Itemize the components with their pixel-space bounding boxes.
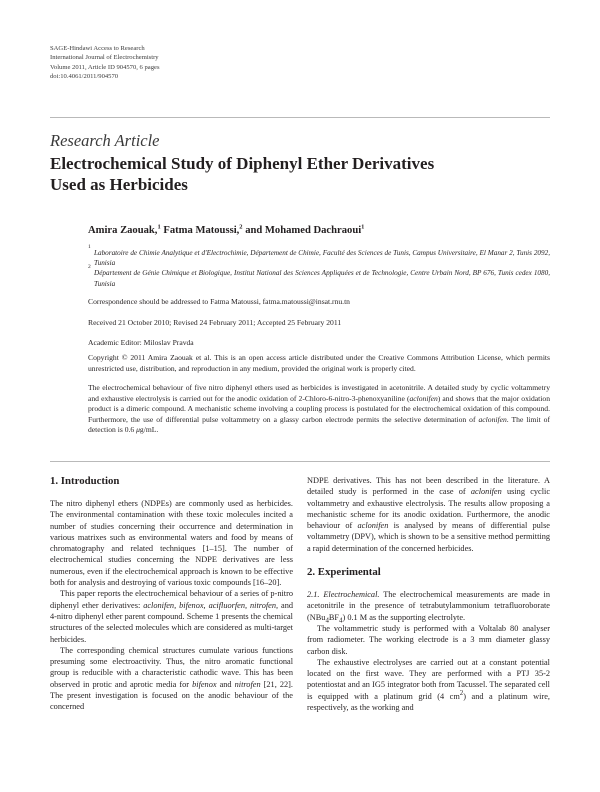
subscript: 4	[325, 617, 329, 625]
abstract-divider	[50, 461, 550, 462]
paragraph-text: The corresponding chemical structures cumulate various functions presuming some electroactivity. Thus, the nitro aromatic functional group is reducible with a characteristic cathodic wave. This has been observed in protic and aprotic media for	[50, 645, 293, 689]
correspondence: Correspondence should be addressed to Fatma Matoussi, fatma.matoussi@insat.rnu.tn	[88, 297, 350, 306]
paragraph-text: is analysed by means of differential pulse voltammetry (DPV), which is shown to be a sensitive method permitting a rapid determination of the concerned herbicides.	[307, 521, 550, 553]
title-line: Electrochemical Study of Diphenyl Ether Derivatives	[50, 154, 435, 173]
compound-name: aclonifen	[409, 393, 438, 403]
abstract	[88, 383, 550, 436]
paragraph-text: and 4-nitro diphenyl ether parent compound. Scheme 1 presents the chemical structures of the selected molecules which are considered as multi-target herbicides.	[50, 600, 294, 644]
section-heading: 1. Introduction	[50, 475, 120, 487]
article-type: Research Article	[50, 131, 160, 150]
received-dates: Received 21 October 2010; Revised 24 February 2011; Accepted 25 February 2011	[88, 318, 342, 327]
paragraph-text: The electrochemical measurements are made in acetonitrile in the presence of tetrabutylammonium tetrafluoroborate (NBu	[307, 590, 551, 622]
journal-doi: doi:10.4061/2011/904570	[50, 72, 119, 80]
author-name: and Mohamed Dachraoui	[245, 225, 362, 236]
paragraph-text: NDPE derivatives. This has not been described in the literature. A detailed study is performed in the case of	[307, 476, 550, 497]
abstract-text: ) and shows that the major oxidation product is a dimeric compound. A mechanistic scheme involving a coupling process is postulated for the electrochemical oxidation of this compound. Furthermore, the use of differential pulse voltammetry on a glassy carbon electrode permits the selective determination of	[88, 393, 550, 424]
journal-line: Volume 2011, Article ID 904570, 6 pages	[50, 63, 160, 71]
paragraph-text: [21, 22]. The present investigation is focused on the anodic behaviour of the concerned	[50, 679, 293, 712]
author-name: Fatma Matoussi,	[163, 225, 240, 236]
subscript: 4	[339, 617, 343, 625]
compound-name: bifenox	[192, 679, 217, 689]
affiliation-text: Laboratoire de Chimie Analytique et d'Electrochimie, Département de Chimie, Faculté des Sciences de Tunis, Campus Universitaire, El Manar 2, Tunis 2092, Tunisia	[94, 249, 550, 268]
left-column	[50, 475, 293, 713]
author-affil-mark: 2	[239, 223, 243, 231]
abstract-text: The electrochemical behaviour of five nitro diphenyl ethers used as herbicides is investigated in acetonitrile. A detailed study by cyclic voltammetry and exhaustive electrolysis is carried out for the anodic oxidation of 2-Chloro-6-nitro-3-phenoxyaniline (	[88, 383, 550, 403]
section-heading: 2. Experimental	[307, 566, 381, 579]
compound-name: nitrofen	[234, 679, 261, 689]
compound-list: aclonifen, bifenox, acifluorfen, nitrofen,	[143, 600, 279, 610]
author-affil-mark: 1	[361, 223, 365, 231]
compound-name: aclonifen	[357, 521, 389, 531]
abstract-text: . The limit of detection is 0.6	[88, 414, 550, 435]
subsection-heading: 2.1. Electrochemical.	[307, 590, 380, 600]
journal-info	[50, 44, 160, 81]
superscript: 2	[459, 689, 464, 697]
paragraph: The voltammetric study is performed with a Voltalab 80 analyser from radiometer. The working electrode is a 3 mm diameter glassy carbon disk.	[307, 623, 550, 656]
paragraph-text: ) and a platinum wire, respectively, as the working and	[307, 691, 550, 713]
paragraph-text: using cyclic voltammetry and exhaustive electrolysis. The results allow proposing a mechanistic scheme for its anodic oxidation. Furthermore, the anodic behaviour of	[307, 487, 550, 531]
compound-name: aclonifen	[470, 487, 502, 497]
paragraph	[307, 589, 550, 623]
paragraph	[307, 475, 550, 554]
journal-line: International Journal of Electrochemistry	[50, 54, 159, 62]
right-column	[307, 475, 550, 713]
academic-editor: Academic Editor: Miloslav Pravda	[88, 338, 194, 347]
affiliations	[88, 244, 550, 289]
paragraph-text: and	[216, 679, 235, 689]
paragraph	[307, 657, 550, 713]
paragraph-text: BF	[328, 612, 340, 622]
affiliation-text: Département de Génie Chimique et Biologique, Institut National des Sciences Appliquées et de Technologie, Centre Urbain Nord, BP 676, Tunis cedex 1080, Tunisia	[94, 269, 550, 288]
abstract-text: g/mL.	[139, 425, 159, 435]
paragraph-text: This paper reports the electrochemical behaviour of a series of p-nitro diphenyl ether derivatives:	[50, 589, 293, 610]
author-list	[88, 223, 550, 237]
copyright-notice: Copyright © 2011 Amira Zaouak et al. This is an open access article distributed under the Creative Commons Attribution License, which permits unrestricted use, distribution, and reproduction in any medium, provided the original work is properly cited.	[88, 353, 550, 373]
author-affil-mark: 1	[157, 223, 161, 231]
paragraph-text: ) 0.1 M as the supporting electrolyte.	[342, 612, 466, 622]
journal-line: SAGE-Hindawi Access to Research	[50, 45, 145, 52]
paragraph-text: The exhaustive electrolyses are carried out at a constant potential located on the first wave. They are performed with a PTJ 35-2 potentiostat and an IG5 integrator both from Tacussel. The separated cell is equipped with a platinum grid (4 cm	[307, 657, 550, 701]
affiliation: 2 Département de Génie Chimique et Biologique, Institut National des Sciences Appliquées et de Technologie, Centre Urbain Nord, BP 676, Tunis cedex 1080, Tunisia	[88, 264, 550, 288]
title-line: Used as Herbicides	[50, 174, 188, 194]
article-title	[50, 154, 550, 195]
compound-name: aclonifen	[478, 414, 507, 424]
header-divider	[50, 117, 550, 118]
mu-symbol: μ	[136, 425, 140, 435]
spacer	[307, 554, 550, 566]
paragraph	[50, 588, 293, 644]
affiliation: 1 Laboratoire de Chimie Analytique et d'Electrochimie, Département de Chimie, Faculté des Sciences de Tunis, Campus Universitaire, El Manar 2, Tunis 2092, Tunisia	[88, 244, 550, 268]
paragraph: The nitro diphenyl ethers (NDPEs) are commonly used as herbicides. The environmental contamination with these toxic molecules incited a number of studies concerning their occurrence and determination in various matrixes such as environmental waters and food by means of chromatography and related techniques [1–15]. The number of electrochemical studies concerning the NDPE derivatives are less numerous, even if the electrochemical approach is known to be effective both for analysis and destroying of various toxic compounds [16–20].	[50, 499, 293, 588]
paragraph	[50, 645, 293, 713]
author-name: Amira Zaouak,	[88, 225, 158, 236]
